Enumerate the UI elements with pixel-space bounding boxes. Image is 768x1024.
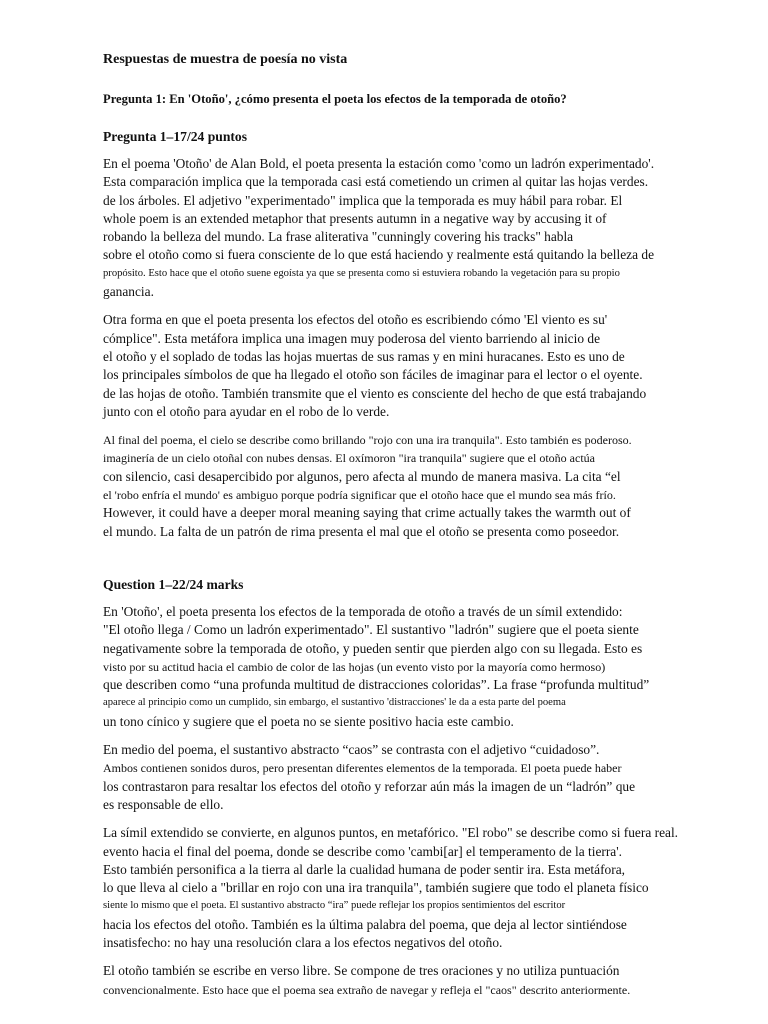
text-line: En el poema 'Otoño' de Alan Bold, el poeta presenta la estación como 'como un ladrón experimentado'. bbox=[103, 156, 655, 171]
text-line: visto por su actitud hacia el cambio de color de las hojas (un evento visto por la mayoría como hermoso) bbox=[103, 659, 606, 674]
text-line: de las hojas de otoño. También transmite que el viento es consciente del hecho de que está trabajando bbox=[103, 385, 647, 401]
text-line: evento hacia el final del poema, donde se describe como 'cambi[ar] el temperamento de la tierra'. bbox=[103, 843, 623, 859]
text-line: Esto también personifica a la tierra al darle la cualidad humana de poder sentir ira. Esta metáfora, bbox=[103, 861, 626, 877]
text-line: Ambos contienen sonidos duros, pero presentan diferentes elementos de la temporada. El poeta puede haber bbox=[103, 761, 622, 776]
text-line: However, it could have a deeper moral meaning saying that crime actually takes the warmth out of bbox=[103, 505, 631, 521]
text-line: el 'robo enfría el mundo' es ambiguo porque podría significar que el otoño hace que el mundo sea más frío. bbox=[103, 488, 616, 503]
text-line: La símil extendido se convierte, en algunos puntos, en metafórico. "El robo" se describe como si fuera real. bbox=[103, 825, 679, 841]
text-line: junto con el otoño para ayudar en el robo de lo verde. bbox=[103, 403, 390, 419]
text-line: Otra forma en que el poeta presenta los efectos del otoño es escribiendo cómo 'El viento es su' bbox=[103, 312, 608, 328]
section-heading: Question 1–22/24 marks bbox=[103, 576, 244, 592]
text-line: whole poem is an extended metaphor that presents autumn in a negative way by accusing it of bbox=[103, 210, 607, 226]
text-line: hacia los efectos del otoño. También es la última palabra del poema, que deja al lector sintiéndose bbox=[103, 916, 627, 932]
text-line: sobre el otoño como si fuera consciente de lo que está haciendo y realmente está quitando la belleza de bbox=[103, 247, 655, 263]
section-spacer bbox=[103, 551, 693, 575]
paragraph bbox=[103, 311, 693, 421]
text-line: Esta comparación implica que la temporada casi está cometiendo un crimen al quitar las hojas verdes. bbox=[103, 174, 649, 190]
text-line: de los árboles. El adjetivo "experimentado" implica que la temporada es muy hábil para robar. El bbox=[103, 192, 623, 208]
document-title: Respuestas de muestra de poesía no vista bbox=[103, 52, 348, 67]
text-line: En 'Otoño', el poeta presenta los efectos de la temporada de otoño a través de un símil extendido: bbox=[103, 603, 623, 619]
text-line: con silencio, casi desapercibido por algunos, pero afecta al mundo de manera masiva. La cita “el bbox=[103, 468, 621, 484]
paragraph bbox=[103, 824, 693, 952]
text-line: es responsable de ello. bbox=[103, 796, 224, 812]
text-line: En medio del poema, el sustantivo abstracto “caos” se contrasta con el adjetivo “cuidadoso”. bbox=[103, 742, 600, 758]
paragraph bbox=[103, 741, 693, 814]
text-line: insatisfecho: no hay una resolución clara a los efectos negativos del otoño. bbox=[103, 934, 503, 950]
question-heading: Pregunta 1: En 'Otoño', ¿cómo presenta el poeta los efectos de la temporada de otoño? bbox=[103, 92, 567, 106]
text-line: negativamente sobre la temporada de otoño, y pueden sentir que pierden algo con su llegada. Esto es bbox=[103, 640, 643, 656]
text-line: que describen como “una profunda multitud de distracciones coloridas”. La frase “profunda multitud” bbox=[103, 677, 650, 693]
paragraph bbox=[103, 962, 693, 999]
paragraph bbox=[103, 155, 693, 301]
text-line: los principales símbolos de que ha llegado el otoño son fáciles de imaginar para el lector o el oyente. bbox=[103, 367, 643, 383]
text-line: lo que lleva al cielo a "brillar en rojo con una ira tranquila", también sugiere que todo el planeta físico bbox=[103, 880, 649, 896]
text-line: los contrastaron para resaltar los efectos del otoño y reforzar aún más la imagen de un “ladrón” que bbox=[103, 778, 636, 794]
paragraph bbox=[103, 431, 693, 541]
text-line: propósito. Esto hace que el otoño suene egoísta ya que se presenta como si estuviera robando la vegetación para su propio bbox=[103, 267, 620, 279]
text-line: convencionalmente. Esto hace que el poema sea extraño de navegar y refleja el "caos" descrito anteriormente. bbox=[103, 982, 631, 997]
text-line: Al final del poema, el cielo se describe como brillando "rojo con una ira tranquila". Esto también es poderoso. bbox=[103, 433, 632, 448]
text-line: imaginería de un cielo otoñal con nubes densas. El oxímoron "ira tranquila" sugiere que el otoño actúa bbox=[103, 451, 595, 466]
paragraph bbox=[103, 603, 693, 731]
text-line: el mundo. La falta de un patrón de rima presenta el mal que el otoño se presenta como poseedor. bbox=[103, 523, 620, 539]
text-line: siente lo mismo que el poeta. El sustantivo abstracto “ira” puede reflejar los propios sentimientos del escritor bbox=[103, 900, 566, 912]
text-line: un tono cínico y sugiere que el poeta no se siente positivo hacia este cambio. bbox=[103, 713, 514, 729]
text-line: robando la belleza del mundo. La frase aliterativa "cunningly covering his tracks" habla bbox=[103, 229, 574, 245]
text-line: ganancia. bbox=[103, 284, 154, 300]
text-line: "El otoño llega / Como un ladrón experimentado". El sustantivo "ladrón" sugiere que el poeta siente bbox=[103, 622, 639, 638]
text-line: el otoño y el soplado de todas las hojas muertas de sus ramas y en mini huracanes. Esto es uno de bbox=[103, 348, 625, 364]
section-heading: Pregunta 1–17/24 puntos bbox=[103, 129, 248, 144]
text-line: cómplice". Esta metáfora implica una imagen muy poderosa del viento barriendo al inicio de bbox=[103, 330, 601, 346]
document-page bbox=[103, 50, 693, 1009]
text-line: aparece al principio como un cumplido, sin embargo, el sustantivo 'distracciones' le da a esta parte del poema bbox=[103, 697, 566, 709]
text-line: El otoño también se escribe en verso libre. Se compone de tres oraciones y no utiliza puntuación bbox=[103, 963, 620, 979]
